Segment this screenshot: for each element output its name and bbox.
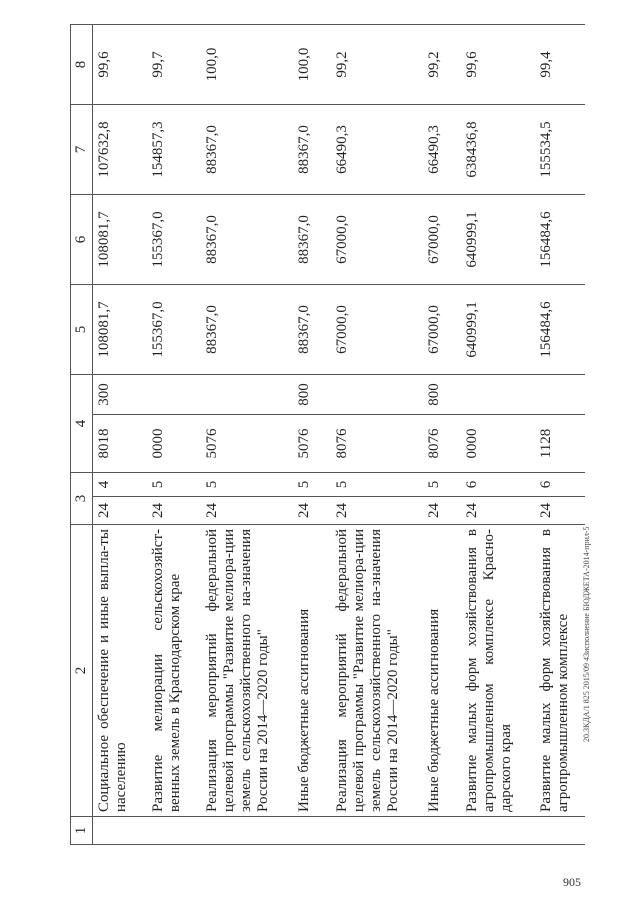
header-col-2: 2 — [71, 525, 93, 817]
dept-code: 24 — [201, 497, 293, 525]
percent-col-8: 99,2 — [423, 25, 461, 105]
header-row — [71, 25, 93, 845]
amount-col-5: 108081,7 — [93, 285, 148, 375]
percent-col-8: 99,7 — [147, 25, 201, 105]
footer-note: 20.ЗКДА/1 825 2015/09 43исполнение БЮДЖЕТА-2014-прил-5 — [582, 526, 591, 742]
section-code: 5 — [201, 473, 293, 497]
percent-col-8: 99,6 — [461, 25, 535, 105]
amount-col-5: 640999,1 — [461, 285, 535, 375]
table-row — [331, 25, 423, 845]
amount-col-7: 107632,8 — [93, 105, 148, 195]
table-row — [93, 25, 148, 845]
amount-col-5: 67000,0 — [423, 285, 461, 375]
amount-col-6: 88367,0 — [293, 195, 331, 285]
dept-code: 24 — [535, 497, 585, 525]
rotated-table-wrapper — [70, 25, 571, 845]
section-code: 5 — [331, 473, 423, 497]
expense-type-code — [331, 375, 423, 415]
expense-type-code — [461, 375, 535, 415]
target-code: 5076 — [201, 415, 293, 473]
header-col-6: 6 — [71, 195, 93, 285]
header-col-8: 8 — [71, 25, 93, 105]
section-code: 4 — [93, 473, 148, 497]
amount-col-5: 156484,6 — [535, 285, 585, 375]
amount-col-6: 108081,7 — [93, 195, 148, 285]
amount-col-5: 155367,0 — [147, 285, 201, 375]
amount-col-5: 88367,0 — [201, 285, 293, 375]
expense-type-code — [535, 375, 585, 415]
row-number-cell — [423, 817, 461, 845]
amount-col-7: 66490,3 — [423, 105, 461, 195]
dept-code: 24 — [293, 497, 331, 525]
target-code: 8076 — [331, 415, 423, 473]
amount-col-7: 88367,0 — [201, 105, 293, 195]
row-number-cell — [331, 817, 423, 845]
dept-code: 24 — [331, 497, 423, 525]
amount-col-7: 66490,3 — [331, 105, 423, 195]
section-code: 6 — [535, 473, 585, 497]
target-code: 5076 — [293, 415, 331, 473]
amount-col-6: 88367,0 — [201, 195, 293, 285]
table-row — [147, 25, 201, 845]
amount-col-7: 154857,3 — [147, 105, 201, 195]
expense-type-code — [147, 375, 201, 415]
amount-col-6: 67000,0 — [331, 195, 423, 285]
target-code: 8018 — [93, 415, 148, 473]
table-row — [201, 25, 293, 845]
row-number-cell — [147, 817, 201, 845]
row-number-cell — [201, 817, 293, 845]
amount-col-6: 67000,0 — [423, 195, 461, 285]
table-row — [461, 25, 535, 845]
target-code: 0000 — [461, 415, 535, 473]
expense-type-code — [201, 375, 293, 415]
item-name: Социальное обеспечение и иные выпла-ты населению — [93, 525, 148, 817]
target-code: 8076 — [423, 415, 461, 473]
amount-col-5: 67000,0 — [331, 285, 423, 375]
dept-code: 24 — [93, 497, 148, 525]
expense-type-code: 800 — [293, 375, 331, 415]
item-name: Развитие мелиорации сельскохозяйст-венных земель в Краснодарском крае — [147, 525, 201, 817]
section-code: 6 — [461, 473, 535, 497]
amount-col-7: 88367,0 — [293, 105, 331, 195]
page-number: 905 — [563, 875, 581, 889]
amount-col-6: 640999,1 — [461, 195, 535, 285]
item-name: Реализация мероприятий федеральной целевой программы "Развитие мелиора-ции земель сельскохозяйственного на-значения России на 2014—2020 годы" — [201, 525, 293, 817]
dept-code: 24 — [147, 497, 201, 525]
item-name: Иные бюджетные ассигнования — [423, 525, 461, 817]
header-col-1: 1 — [71, 817, 93, 845]
section-code: 5 — [147, 473, 201, 497]
expense-type-code: 300 — [93, 375, 148, 415]
table-row — [423, 25, 461, 845]
percent-col-8: 99,6 — [93, 25, 148, 105]
amount-col-7: 155534,5 — [535, 105, 585, 195]
target-code: 0000 — [147, 415, 201, 473]
dept-code: 24 — [461, 497, 535, 525]
table-row — [535, 25, 585, 845]
amount-col-6: 156484,6 — [535, 195, 585, 285]
section-code: 5 — [423, 473, 461, 497]
table-row — [293, 25, 331, 845]
percent-col-8: 99,2 — [331, 25, 423, 105]
amount-col-5: 88367,0 — [293, 285, 331, 375]
amount-col-6: 155367,0 — [147, 195, 201, 285]
header-col-4: 4 — [71, 375, 93, 473]
percent-col-8: 100,0 — [293, 25, 331, 105]
header-col-5: 5 — [71, 285, 93, 375]
item-name: Развитие малых форм хозяйствования в агропромышленном комплексе — [535, 525, 585, 817]
item-name: Иные бюджетные ассигнования — [293, 525, 331, 817]
row-number-cell — [535, 817, 585, 845]
percent-col-8: 100,0 — [201, 25, 293, 105]
target-code: 1128 — [535, 415, 585, 473]
row-number-cell — [93, 817, 148, 845]
budget-table — [70, 24, 585, 845]
row-number-cell — [293, 817, 331, 845]
dept-code: 24 — [423, 497, 461, 525]
header-col-3: 3 — [71, 473, 93, 525]
percent-col-8: 99,4 — [535, 25, 585, 105]
item-name: Реализация мероприятий федеральной целевой программы "Развитие мелиора-ции земель сельскохозяйственного на-значения России на 2014—2020 годы" — [331, 525, 423, 817]
amount-col-7: 638436,8 — [461, 105, 535, 195]
section-code: 5 — [293, 473, 331, 497]
header-col-7: 7 — [71, 105, 93, 195]
item-name: Развитие малых форм хозяйствования в агропромышленном комплексе Красно-дарского края — [461, 525, 535, 817]
expense-type-code: 800 — [423, 375, 461, 415]
row-number-cell — [461, 817, 535, 845]
